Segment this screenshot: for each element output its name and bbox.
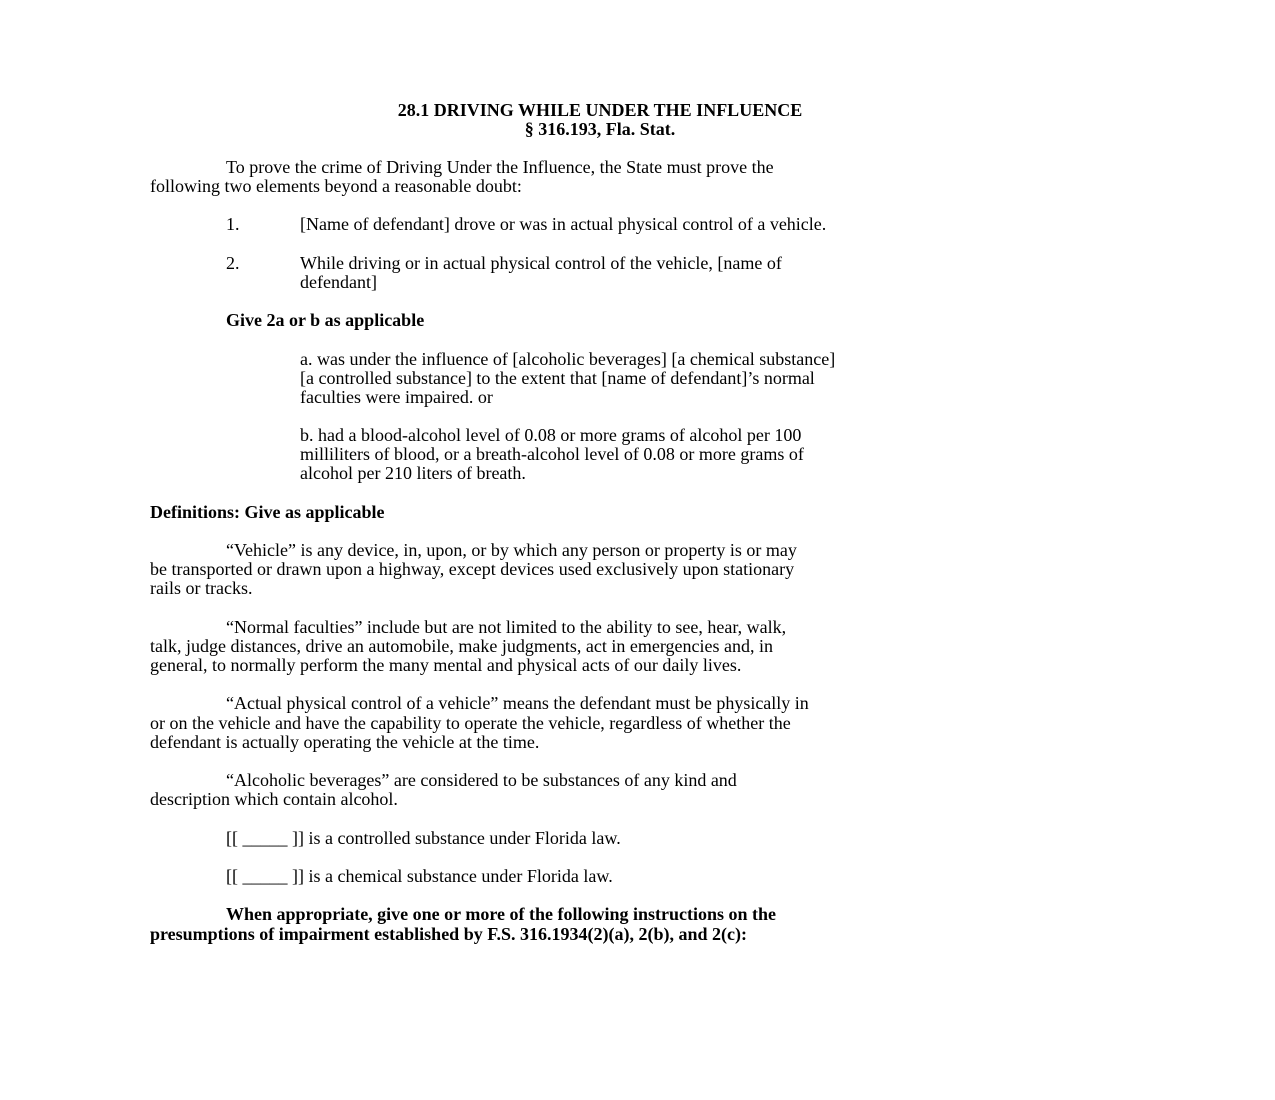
paragraph-line: description which contain alcohol. <box>150 789 398 809</box>
element-text: defendant] <box>300 272 377 292</box>
give-2ab-instruction: Give 2a or b as applicable <box>226 310 425 330</box>
paragraph-line: defendant is actually operating the vehicle at the time. <box>150 732 540 752</box>
paragraph-line: be transported or drawn upon a highway, except devices used exclusively upon stationary <box>150 559 795 579</box>
paragraph-line: “Alcoholic beverages” are considered to be substances of any kind and <box>226 770 737 790</box>
document-title: 28.1 DRIVING WHILE UNDER THE INFLUENCE <box>397 100 803 120</box>
option-b-line: milliliters of blood, or a breath-alcohol level of 0.08 or more grams of <box>300 444 804 464</box>
option-b-line: alcohol per 210 liters of breath. <box>300 463 526 483</box>
paragraph-line: or on the vehicle and have the capability to operate the vehicle, regardless of whether the <box>150 713 791 733</box>
element-text: While driving or in actual physical control of the vehicle, [name of <box>300 253 782 273</box>
option-a-line: [a controlled substance] to the extent that [name of defendant]’s normal <box>300 368 815 388</box>
paragraph-line: “Actual physical control of a vehicle” means the defendant must be physically in <box>226 693 809 713</box>
paragraph-line: following two elements beyond a reasonable doubt: <box>150 176 522 196</box>
paragraph-line: “Normal faculties” include but are not limited to the ability to see, hear, walk, <box>226 617 787 637</box>
chemical-substance-line: [[ _____ ]] is a chemical substance under Florida law. <box>226 866 613 886</box>
paragraph-line: To prove the crime of Driving Under the Influence, the State must prove the <box>226 157 774 177</box>
element-number: 1. <box>226 214 240 234</box>
paragraph-line: presumptions of impairment established by F.S. 316.1934(2)(a), 2(b), and 2(c): <box>150 924 748 944</box>
definitions-heading: Definitions: Give as applicable <box>150 502 385 522</box>
element-number: 2. <box>226 253 240 273</box>
controlled-substance-line: [[ _____ ]] is a controlled substance under Florida law. <box>226 828 621 848</box>
option-a-line: faculties were impaired. or <box>300 387 493 407</box>
option-a-line: a. was under the influence of [alcoholic beverages] [a chemical substance] <box>300 349 836 369</box>
paragraph-line: When appropriate, give one or more of the following instructions on the <box>226 904 776 924</box>
element-text: [Name of defendant] drove or was in actual physical control of a vehicle. <box>300 214 827 234</box>
paragraph-line: talk, judge distances, drive an automobile, make judgments, act in emergencies and, in <box>150 636 773 656</box>
option-b-line: b. had a blood-alcohol level of 0.08 or more grams of alcohol per 100 <box>300 425 802 445</box>
paragraph-line: rails or tracks. <box>150 578 253 598</box>
paragraph-line: “Vehicle” is any device, in, upon, or by which any person or property is or may <box>226 540 797 560</box>
paragraph-line: general, to normally perform the many mental and physical acts of our daily lives. <box>150 655 742 675</box>
statute-reference: § 316.193, Fla. Stat. <box>524 119 676 139</box>
